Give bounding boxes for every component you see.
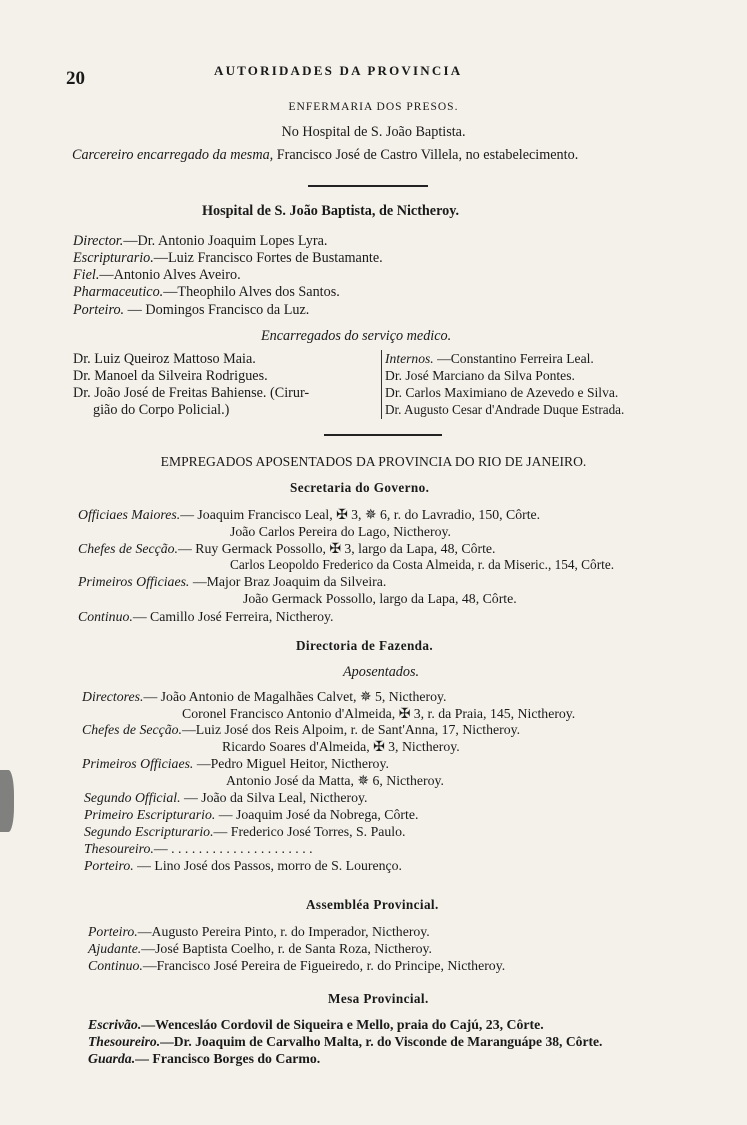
entry-text: — Francisco Borges do Carmo. (135, 1051, 321, 1066)
sec-primeiros-2: João Germack Possollo, largo da Lapa, 48, Côrte. (243, 591, 517, 606)
doctor-left-3: Dr. João José de Freitas Bahiense. (Cirur- (73, 385, 310, 401)
role-label: Primeiros Officiaes. (82, 756, 194, 771)
role-label: Chefes de Secção. (82, 722, 182, 737)
faz-segundo-escripturario (84, 824, 405, 840)
hospital-heading: Hospital de S. João Baptista, de Nictheroy. (202, 203, 460, 219)
column-divider (381, 350, 382, 419)
staff-role: Fiel. (73, 267, 100, 283)
entry-text: —José Baptista Coelho, r. de Santa Roza, Nictheroy. (141, 941, 432, 956)
entry-text: — Joaquim José da Nobrega, Côrte. (215, 807, 419, 822)
faz-primeiros (82, 756, 389, 772)
faz-thesoureiro (84, 841, 313, 857)
role-label: Thesoureiro. (88, 1034, 161, 1049)
fazenda-heading: Directoria de Fazenda. (296, 638, 434, 653)
staff-name: —Antonio Alves Aveiro. (99, 267, 241, 283)
sec-officiaes-maiores (78, 507, 540, 523)
faz-primeiros-2: Antonio José da Matta, ✵ 6, Nictheroy. (226, 773, 444, 788)
entry-text: —Augusto Pereira Pinto, r. do Imperador, Nictheroy. (137, 924, 430, 939)
entry-text: — Camillo José Ferreira, Nictheroy. (132, 609, 334, 624)
running-title: AUTORIDADES DA PROVINCIA (214, 63, 463, 78)
entry-text: — Lino José dos Passos, morro de S. Lourenço. (133, 858, 402, 873)
staff-name: —Theophilo Alves dos Santos. (163, 284, 340, 300)
role-label: Segundo Escripturario. (84, 824, 214, 839)
assemblea-continuo (88, 958, 505, 974)
mesa-escrivao (88, 1017, 544, 1033)
divider (324, 434, 442, 436)
role-label: Primeiros Officiaes. (78, 574, 190, 589)
sec-chefes (78, 541, 495, 557)
page-number: 20 (66, 68, 85, 89)
role-label: Ajudante. (88, 941, 142, 956)
staff-role: Pharmaceutico. (73, 284, 164, 300)
doctor-right-3: Dr. Carlos Maximiano de Azevedo e Silva. (385, 385, 619, 400)
doctor-right-2: Dr. José Marciano da Silva Pontes. (385, 368, 575, 383)
enfermaria-location: No Hospital de S. João Baptista. (281, 124, 466, 140)
staff-escripturario (73, 250, 383, 266)
entry-text: — Joaquim Francisco Leal, ✠ 3, ✵ 6, r. do Lavradio, 150, Côrte. (180, 507, 541, 522)
faz-primeiro-escripturario (84, 807, 418, 823)
entry-text: — Ruy Germack Possollo, ✠ 3, largo da Lapa, 48, Côrte. (178, 541, 496, 556)
carcereiro-role: Carcereiro encarregado da mesma, (72, 147, 274, 163)
page-edge-stain (0, 770, 14, 832)
mesa-heading: Mesa Provincial. (328, 991, 429, 1006)
entry-text: —Wencesláo Cordovil de Siqueira e Mello, praia do Cajú, 23, Côrte. (141, 1017, 544, 1032)
staff-name: —Luiz Francisco Fortes de Bustamante. (153, 250, 383, 266)
medical-heading: Encarregados do serviço medico. (261, 328, 452, 344)
entry-text: —Francisco José Pereira de Figueiredo, r. do Principe, Nictheroy. (142, 958, 506, 973)
role-label: Directores. (82, 689, 144, 704)
role-label: Chefes de Secção. (78, 541, 178, 556)
interno-name: —Constantino Ferreira Leal. (433, 351, 594, 366)
fazenda-subheading: Aposentados. (343, 664, 420, 680)
entry-text: — João da Silva Leal, Nictheroy. (180, 790, 368, 805)
doctor-left-4: gião do Corpo Policial.) (93, 402, 230, 418)
enfermaria-heading: ENFERMARIA DOS PRESOS. (288, 101, 459, 113)
staff-porteiro (73, 302, 309, 318)
staff-role: Director. (73, 233, 124, 249)
role-label: Porteiro. (88, 924, 138, 939)
sec-primeiros (78, 574, 386, 590)
role-label: Guarda. (88, 1051, 136, 1066)
sec-chefes-2: Carlos Leopoldo Frederico da Costa Almeida, r. da Miseric., 154, Côrte. (230, 557, 615, 572)
faz-directores (82, 689, 446, 705)
entry-text: — Frederico José Torres, S. Paulo. (213, 824, 406, 839)
role-label: Escrivão. (88, 1017, 142, 1032)
mesa-guarda (88, 1051, 320, 1067)
faz-chefes (82, 722, 520, 738)
empregados-heading: EMPREGADOS APOSENTADOS DA PROVINCIA DO RIO DE JANEIRO. (160, 454, 587, 469)
entry-text: —Dr. Joaquim de Carvalho Malta, r. do Visconde de Maranguápe 38, Côrte. (160, 1034, 603, 1049)
role-label: Primeiro Escripturario. (84, 807, 216, 822)
doctor-left-2: Dr. Manoel da Silveira Rodrigues. (73, 368, 268, 384)
carcereiro-line (72, 147, 578, 163)
role-label: Officiaes Maiores. (78, 507, 181, 522)
entry-text: — . . . . . . . . . . . . . . . . . . . . . (153, 841, 313, 856)
faz-segundo-official (84, 790, 367, 806)
secretaria-heading: Secretaria do Governo. (290, 480, 430, 495)
role-label: Segundo Official. (84, 790, 181, 805)
carcereiro-name: Francisco José de Castro Villela, no estabelecimento. (276, 147, 579, 163)
role-label: Continuo. (88, 958, 143, 973)
staff-name: — Domingos Francisco da Luz. (124, 302, 310, 318)
divider (308, 185, 428, 187)
faz-chefes-2: Ricardo Soares d'Almeida, ✠ 3, Nictheroy. (222, 739, 460, 754)
role-label: Continuo. (78, 609, 133, 624)
staff-role: Escripturario. (73, 250, 154, 266)
sec-continuo (78, 609, 333, 625)
assemblea-porteiro (88, 924, 430, 940)
faz-porteiro (84, 858, 402, 874)
sec-officiaes-maiores-2: João Carlos Pereira do Lago, Nictheroy. (230, 524, 451, 539)
entry-text: —Luiz José dos Reis Alpoim, r. de Sant'Anna, 17, Nictheroy. (182, 722, 521, 737)
mesa-thesoureiro (88, 1034, 602, 1050)
staff-fiel (73, 267, 241, 283)
role-label: Thesoureiro. (84, 841, 154, 856)
faz-directores-2: Coronel Francisco Antonio d'Almeida, ✠ 3, r. da Praia, 145, Nictheroy. (182, 706, 576, 721)
staff-pharmaceutico (73, 284, 340, 300)
internos-label: Internos. (385, 351, 434, 366)
staff-director (73, 233, 327, 249)
doctor-right-1 (385, 351, 594, 367)
staff-role: Porteiro. (73, 302, 125, 318)
assemblea-heading: Assembléa Provincial. (306, 897, 439, 912)
entry-text: —Pedro Miguel Heitor, Nictheroy. (193, 756, 389, 771)
assemblea-ajudante (88, 941, 432, 957)
entry-text: —Major Braz Joaquim da Silveira. (189, 574, 387, 589)
doctor-right-4: Dr. Augusto Cesar d'Andrade Duque Estrada. (385, 402, 625, 417)
role-label: Porteiro. (84, 858, 134, 873)
staff-name: —Dr. Antonio Joaquim Lopes Lyra. (123, 233, 328, 249)
doctor-left-1: Dr. Luiz Queiroz Mattoso Maia. (73, 351, 256, 367)
entry-text: — João Antonio de Magalhães Calvet, ✵ 5, Nictheroy. (143, 689, 447, 704)
